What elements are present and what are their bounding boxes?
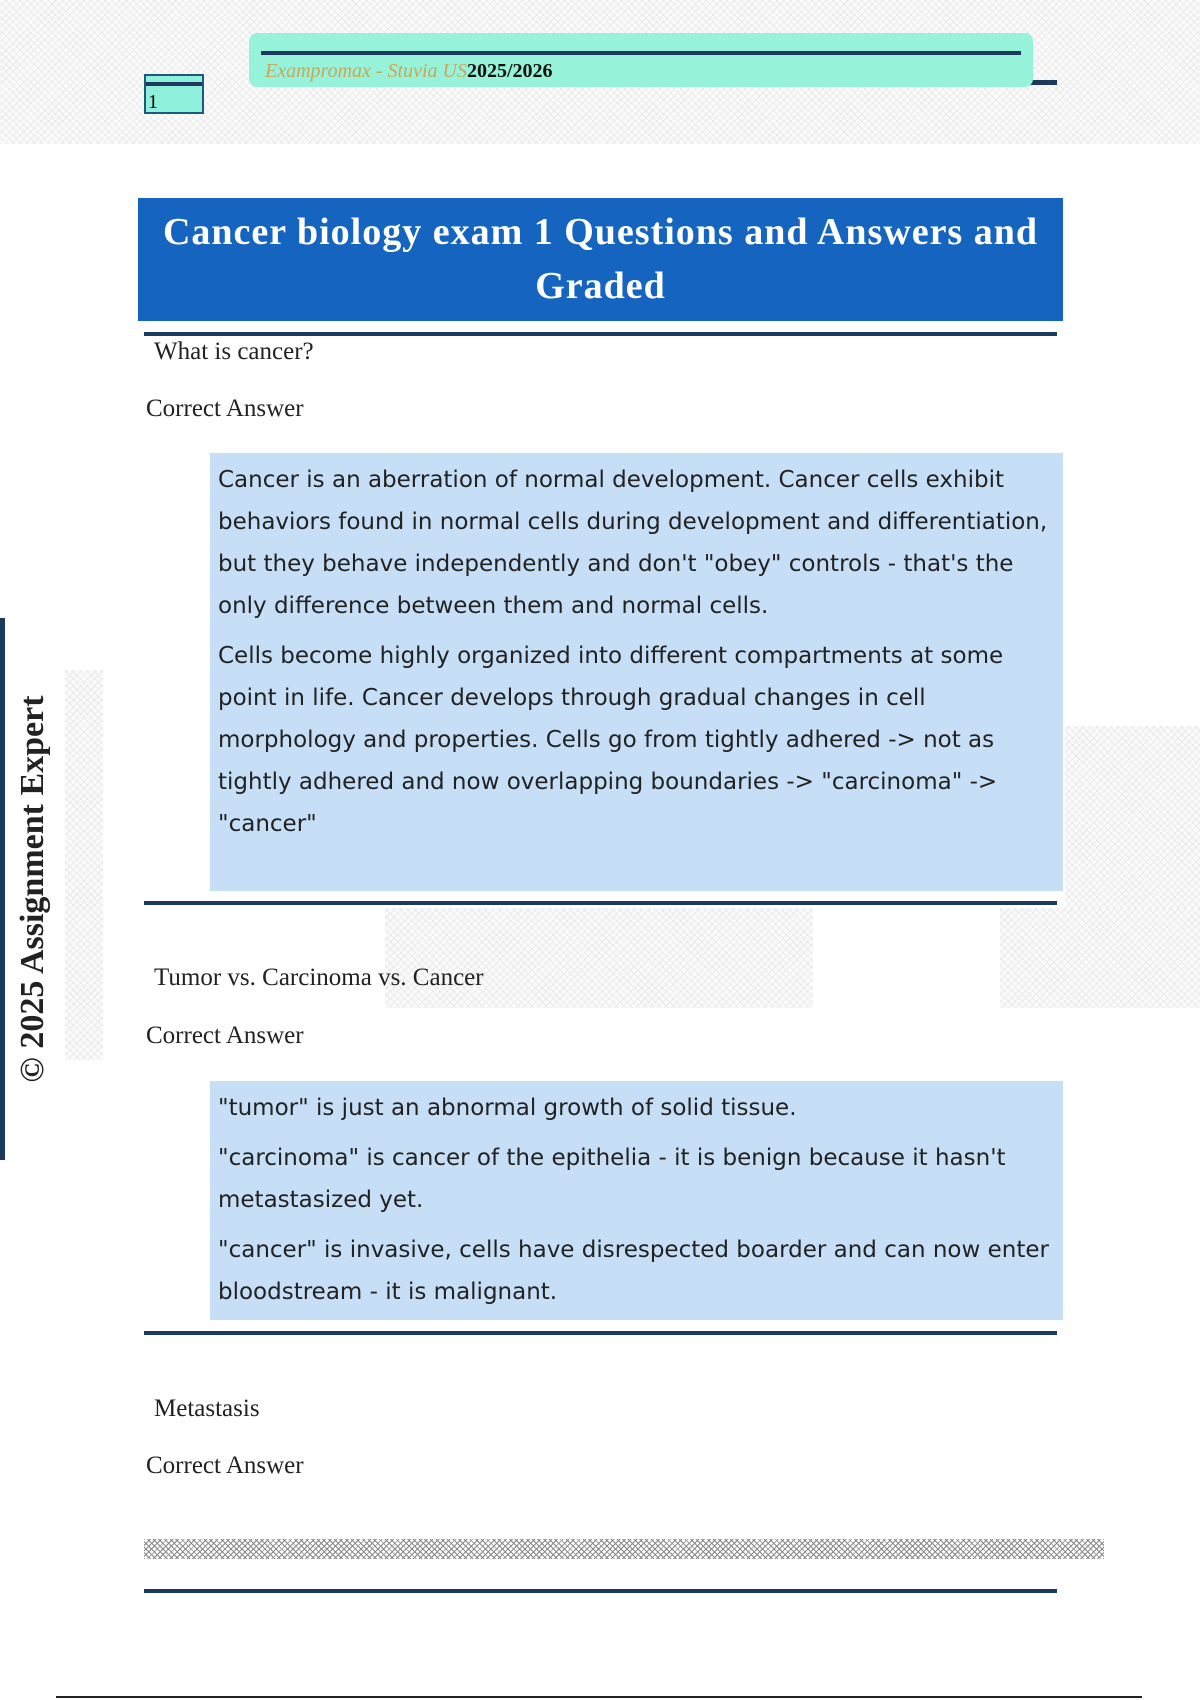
answer-paragraph: "tumor" is just an abnormal growth of solid tissue. <box>218 1095 797 1121</box>
footer-rule <box>56 1696 1142 1698</box>
answer-paragraph: "carcinoma" is cancer of the epithelia - it is benign because it hasn't metastasized yet. <box>218 1145 1006 1213</box>
site-name: Exampromax - Stuvia US <box>265 60 467 82</box>
answer-paragraph: "cancer" is invasive, cells have disrespected boarder and can now enter bloodstream - it is malignant. <box>218 1237 1049 1305</box>
answer-paragraph: Cancer is an aberration of normal development. Cancer cells exhibit behaviors found in normal cells during development and differentiation, but they behave independently and don't "obey" controls - that's the only difference between them and normal cells. <box>218 467 1048 619</box>
side-watermark: © 2025 Assignment Expert <box>14 695 51 1083</box>
page-number-icon <box>144 74 204 114</box>
divider <box>144 901 1057 905</box>
question: Tumor vs. Carcinoma vs. Cancer <box>154 964 484 991</box>
question: Metastasis <box>154 1395 260 1422</box>
answer-box <box>210 1081 1063 1320</box>
page-title: Cancer biology exam 1 Questions and Answers and Graded <box>138 198 1063 321</box>
header-rule <box>1030 80 1057 85</box>
divider <box>144 1331 1057 1335</box>
year: 2025/2026 <box>467 60 553 82</box>
page-number: 1 <box>148 91 158 113</box>
answer-paragraph: Cells become highly organized into different compartments at some point in life. Cancer develops through gradual changes in cell morphology and properties. Cells go from tightly adhered -> not as tightly adhered and now overlapping boundaries -> "carcinoma" -> "cancer" <box>218 643 1004 837</box>
answer-label: Correct Answer <box>146 1452 304 1479</box>
divider <box>144 332 1057 336</box>
redacted-answer-band <box>144 1539 1104 1559</box>
answer-label: Correct Answer <box>146 395 304 422</box>
question: What is cancer? <box>154 338 314 365</box>
bg-patch <box>1000 908 1200 1008</box>
side-bar <box>0 618 5 1160</box>
bg-patch <box>385 908 813 1008</box>
bg-patch <box>1065 726 1200 908</box>
answer-label: Correct Answer <box>146 1022 304 1049</box>
header-banner <box>249 33 1033 87</box>
bg-patch <box>65 670 103 1060</box>
answer-box <box>210 453 1063 891</box>
divider <box>144 1589 1057 1593</box>
